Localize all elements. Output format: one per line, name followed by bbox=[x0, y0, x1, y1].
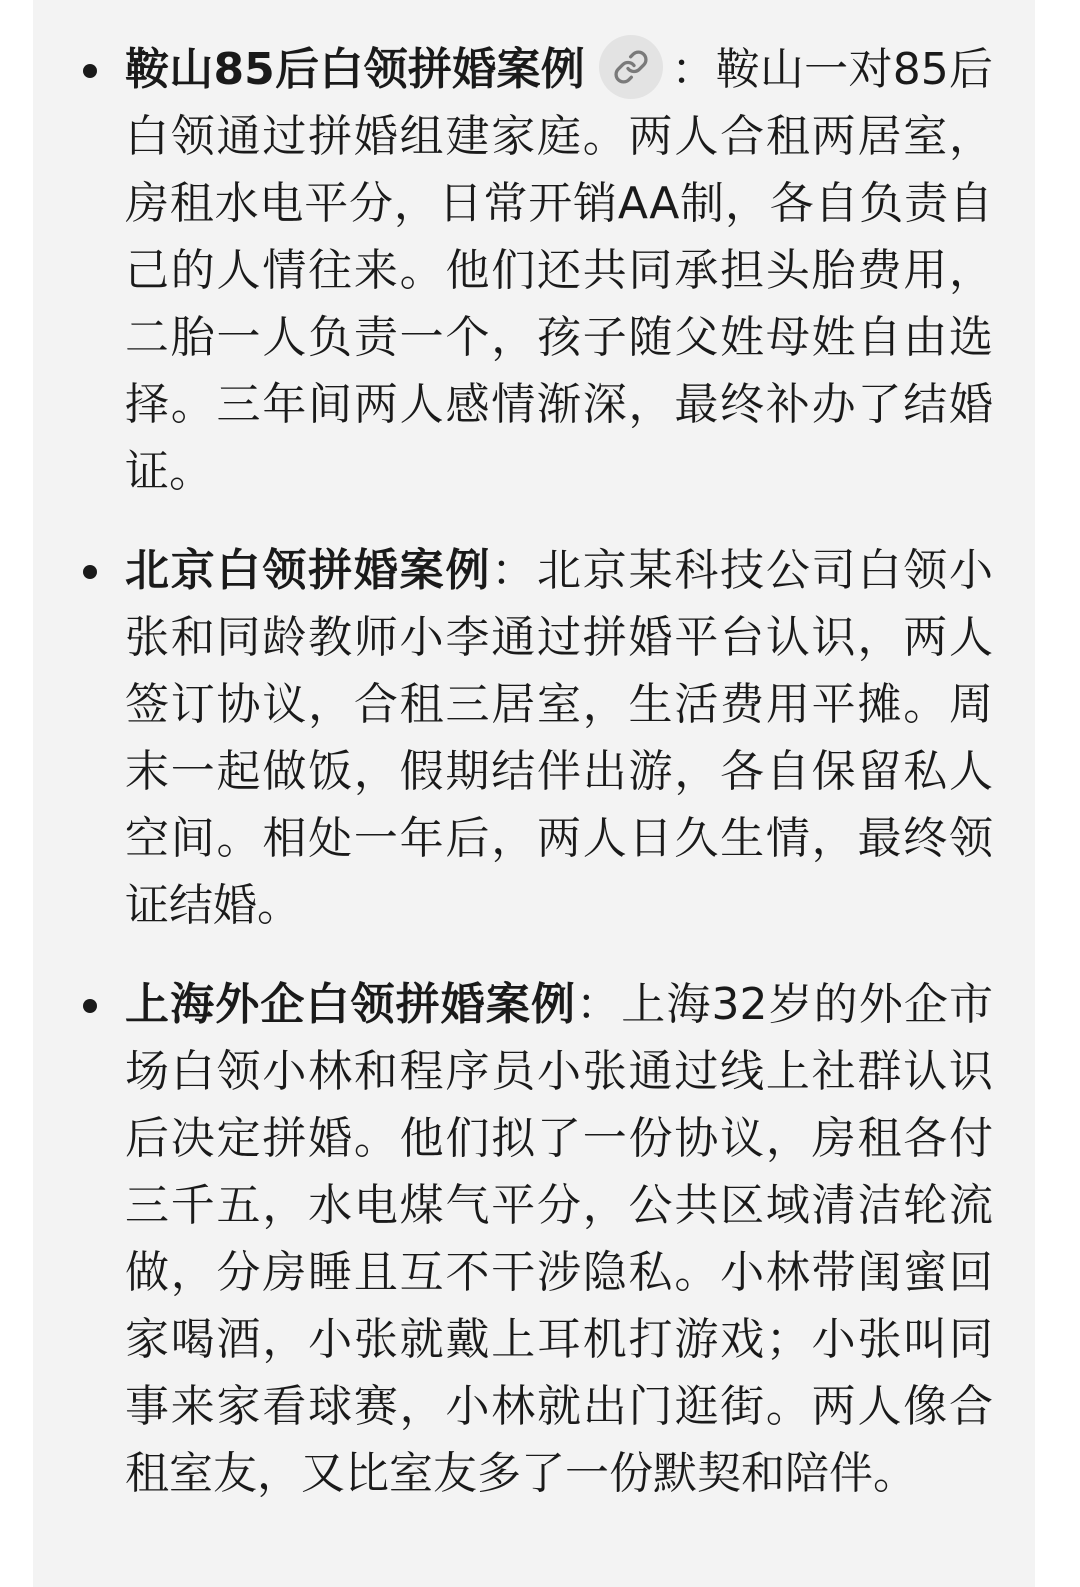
case-body: 上海32岁的外企市场白领小林和程序员小张通过线上社群认识后决定拼婚。他们拟了一份协议，房租各付三千五，水电煤气平分，公共区域清洁轮流做，分房睡且互不干涉隐私。小林带闺蜜回家喝酒，小张就戴上耳机打游戏；小张叫同事来家看球赛，小林就出门逛街。两人像合租室友，又比室友多了一份默契和陪伴。 bbox=[125, 979, 994, 1499]
case-title: 北京白领拼婚案例 bbox=[125, 545, 492, 596]
bullet-dot bbox=[83, 64, 97, 78]
title-separator: ： bbox=[576, 979, 622, 1030]
list-item-beijing-case bbox=[33, 537, 1035, 939]
link-icon bbox=[613, 49, 649, 85]
case-title: 鞍山85后白领拼婚案例 bbox=[125, 44, 586, 95]
case-list bbox=[33, 36, 1035, 1539]
case-title: 上海外企白领拼婚案例 bbox=[125, 979, 577, 1030]
title-separator: ： bbox=[671, 44, 716, 95]
bullet-dot bbox=[83, 565, 97, 579]
case-body: 北京某科技公司白领小张和同龄教师小李通过拼婚平台认识，两人签订协议，合租三居室，生活费用平摊。周末一起做饭，假期结伴出游，各自保留私人空间。相处一年后，两人日久生情，最终领证结婚。 bbox=[125, 545, 994, 931]
list-item-shanghai-case bbox=[33, 971, 1035, 1507]
answer-content bbox=[33, 0, 1035, 1587]
source-link-button[interactable] bbox=[599, 35, 663, 99]
case-body: 鞍山一对85后白领通过拼婚组建家庭。两人合租两居室，房租水电平分，日常开销AA制，各自负责自己的人情往来。他们还共同承担头胎费用，二胎一人负责一个，孩子随父姓母姓自由选择。三年间两人感情渐深，最终补办了结婚证。 bbox=[125, 44, 993, 497]
title-separator: ： bbox=[491, 545, 538, 596]
list-item-anshan-case bbox=[33, 36, 1035, 505]
bullet-dot bbox=[83, 999, 97, 1013]
